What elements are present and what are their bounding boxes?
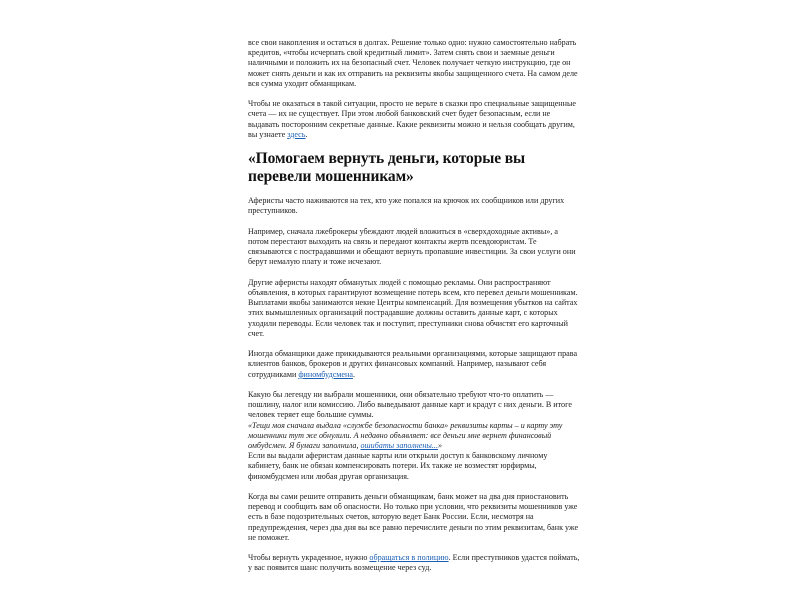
- section-heading: «Помогаем вернуть деньги, которые вы перевели мошенникам»: [248, 150, 526, 185]
- paragraph-police-text: Чтобы вернуть украденное, нужно: [248, 553, 370, 563]
- article-body: [248, 38, 580, 584]
- paragraph-legend-line2: Если вы выдали аферистам данные карты или открыли доступ к банковскому личному кабинету, банк не обязан компенсировать потери. Их также не возместят юрфирмы, финомбудсмен или любая другая организация.: [248, 451, 548, 481]
- testimonial-link[interactable]: ошибаты заполнены...: [360, 441, 438, 451]
- paragraph-compensation-centers: Другие аферисты находят обманутых людей с помощью рекламы. Они распространяют объявления, в которых гарантируют возмещение потерь всем, кто перевел деньги мошенникам. Выплатами якобы занимаются некие Центры компенсаций. Для возмещения убытков на сайтах этих вымышленных организаций пострадавшие должны оставить данные карт, с которых уходили переводы. Если человек так и поступит, преступники снова обчистят его карточный счет.: [248, 277, 578, 338]
- testimonial-quote: [248, 421, 562, 450]
- paragraph-advice: [248, 99, 580, 140]
- paragraph-impersonation: [248, 349, 580, 380]
- paragraph-police-tail: . Если преступников удастся поймать, у вас появится шанс получить возмещение через суд.: [248, 553, 580, 573]
- details-link[interactable]: здесь: [287, 129, 306, 139]
- paragraph-police: [248, 553, 580, 573]
- paragraph-impersonation-tail: .: [352, 369, 355, 379]
- paragraph-legend-line1: Какую бы легенду ни выбрали мошенники, они обязательно требуют что-то оплатить — пошлину, налог или комиссию. Либо выведывают данные карт и крадут с них деньги. В итоге человек теряет еще большие суммы.: [248, 390, 572, 420]
- paragraph-intro: Аферисты часто наживаются на тех, кто уже попался на крючок их сообщников или других преступников.: [248, 196, 565, 216]
- paragraph-bank-suspension: Когда вы сами решите отправить деньги обманщикам, банк может на два дня приостановить перевод и сообщить вам об опасности. Но только при условии, что реквизиты мошенников уже есть в базе подозрительных счетов, которую ведет Банк России. Если, несмотря на предупреждения, через два дня вы все равно перечислите деньги по этим реквизитам, банк уже не поможет.: [248, 492, 579, 542]
- paragraph-legend: [248, 390, 580, 482]
- paragraph-fake-lawyers: Например, сначала лжеброкеры убеждают людей вложиться в «сверхдоходные активы», а потом перестают выходить на связь и передают контакты жертв псевдоюристам. Те связываются с пострадавшими и обещают вернуть пропавшие инвестиции. За свои услуги они берут немалую плату и тоже исчезают.: [248, 226, 576, 267]
- paragraph-advice-text: Чтобы не оказаться в такой ситуации, просто не верьте в сказки про специальные защищенные счета — их не существует. При этом любой банковский счет будет безопасным, если не выдавать посторонним секретные данные. Какие реквизиты можно и нельзя сообщать другим, вы узнаете: [248, 99, 577, 139]
- paragraph-impersonation-text: Иногда обманщики даже прикидываются реальными организациями, которые защищают права клиентов банков, брокеров и других финансовых компаний. Например, называют себя сотрудниками: [248, 349, 578, 379]
- testimonial-quote-text: «Тещи моя сначала выдала «службе безопасности банка» реквизиты карты – и карту эту мошенники тут же обнулили. А недавно объявляет: все деньги мне вернет финансовый омбудсмен. Я бумаги заполнила,: [248, 420, 563, 451]
- testimonial-quote-tail: »: [437, 441, 443, 451]
- police-link[interactable]: обращаться в полицию: [369, 553, 449, 563]
- paragraph-advice-tail: .: [305, 129, 308, 139]
- paragraph-safe-account-scheme: все свои накопления и остаться в долгах. Решение только одно: нужно самостоятельно набрать кредитов, «чтобы исчерпать свой кредитный лимит». Затем снять свои и заемные деньги наличными и положить их на безопасный счет. Человек получает четкую инструкцию, где он может снять деньги и как их отправить на реквизиты якобы защищенного счета. На самом деле вся сумма уходит обманщикам.: [248, 38, 578, 88]
- ombudsman-link[interactable]: финомбудсмена: [298, 369, 353, 379]
